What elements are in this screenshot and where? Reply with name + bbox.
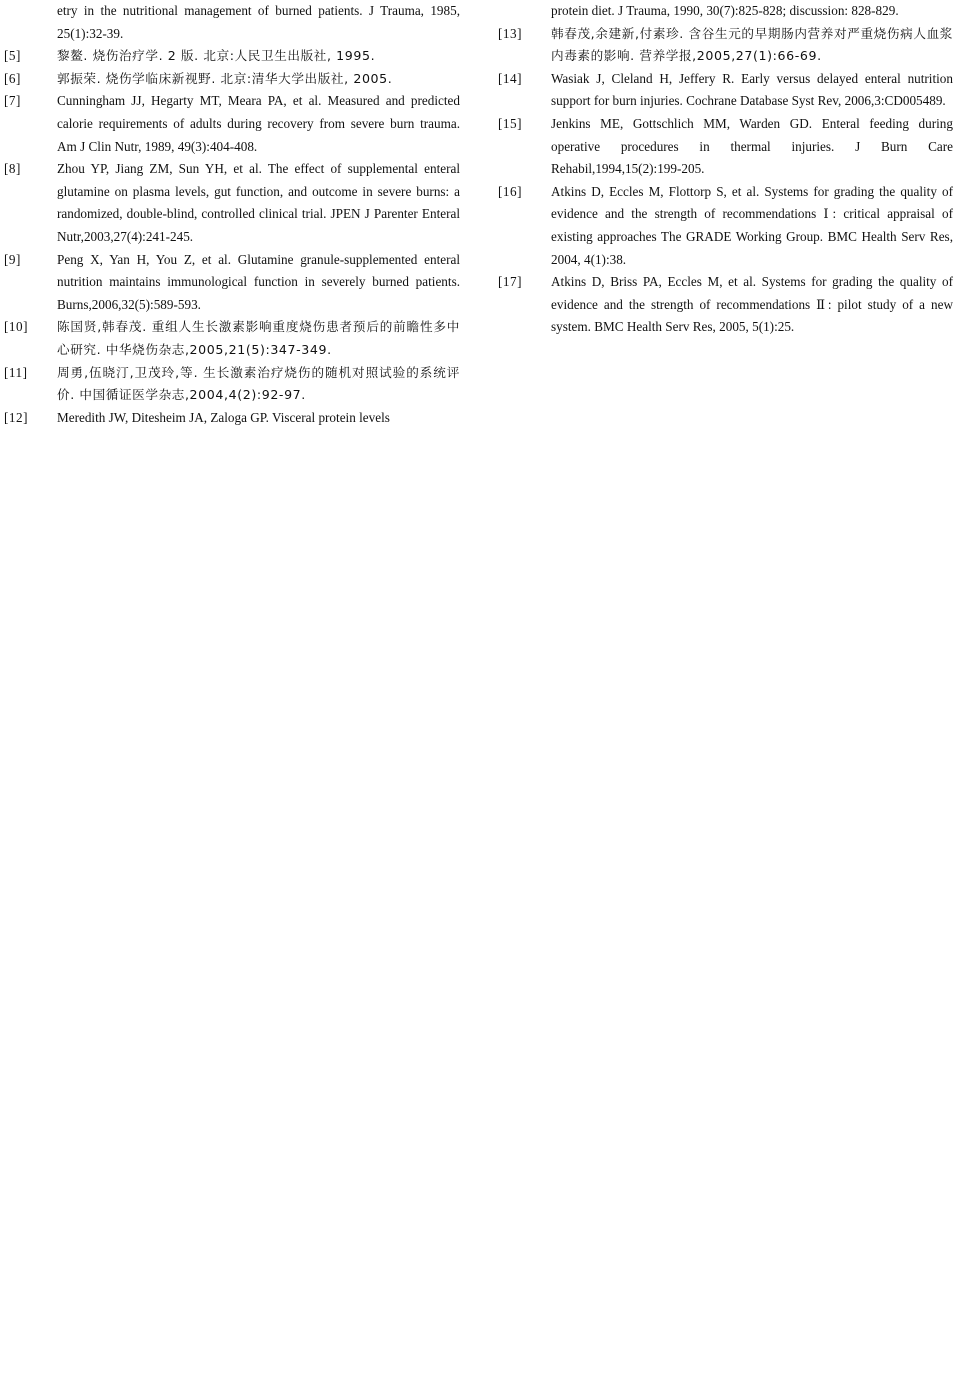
reference-text: 郭振荣. 烧伤学临床新视野. 北京:清华大学出版社, 2005. xyxy=(57,70,393,86)
reference-text: 黎鳌. 烧伤治疗学. 2 版. 北京:人民卫生出版社, 1995. xyxy=(57,48,376,64)
reference-text: Meredith JW, Ditesheim JA, Zaloga GP. Visceral protein levels xyxy=(57,409,390,425)
reference-item xyxy=(4,158,460,248)
reference-text: etry in the nutritional management of burned patients. J Trauma, 1985, 25(1):32-39. xyxy=(57,3,460,41)
reference-item xyxy=(498,181,953,271)
reference-item xyxy=(4,249,460,317)
reference-number: [8] xyxy=(4,161,21,177)
reference-item xyxy=(4,45,460,68)
reference-item xyxy=(4,68,460,91)
reference-number: [15] xyxy=(498,115,522,131)
reference-text: protein diet. J Trauma, 1990, 30(7):825-828; discussion: 828-829. xyxy=(551,3,899,18)
reference-continuation-left xyxy=(4,0,460,45)
reference-text: 陈国贤,韩春茂. 重组人生长激素影响重度烧伤患者预后的前瞻性多中心研究. 中华烧伤杂志,2005,21(5):347-349. xyxy=(57,319,460,357)
reference-number: [17] xyxy=(498,274,522,290)
reference-number: [7] xyxy=(4,93,21,109)
reference-text: Wasiak J, Cleland H, Jeffery R. Early versus delayed enteral nutrition support for burn injuries. Cochrane Database Syst Rev, 2006,3:CD005489. xyxy=(551,70,953,109)
reference-number: [10] xyxy=(4,319,28,335)
reference-text: Jenkins ME, Gottschlich MM, Warden GD. Enteral feeding during operative procedures in thermal injuries. J Burn Care Rehabil,1994,15(2):199-205. xyxy=(551,115,953,177)
reference-text: Atkins D, Briss PA, Eccles M, et al. Systems for grading the quality of evidence and the strength of recommendations Ⅱ: pilot study of a new system. BMC Health Serv Res, 2005, 5(1):25. xyxy=(551,274,953,335)
reference-column-left xyxy=(4,0,460,429)
reference-number: [14] xyxy=(498,70,522,86)
reference-continuation-right xyxy=(498,0,953,23)
reference-number: [12] xyxy=(4,409,28,425)
reference-item xyxy=(4,316,460,361)
reference-number: [5] xyxy=(4,48,21,64)
reference-number: [16] xyxy=(498,183,522,199)
reference-text: Zhou YP, Jiang ZM, Sun YH, et al. The effect of supplemental enteral glutamine on plasma levels, gut function, and outcome in severe burns: a randomized, double-blind, controlled clinical trial. JPEN J Parenter Enteral Nutr,2003,27(4):241-245. xyxy=(57,161,460,244)
reference-item xyxy=(498,68,953,113)
reference-number: [6] xyxy=(4,70,21,86)
reference-item xyxy=(4,90,460,158)
reference-item xyxy=(498,271,953,339)
reference-item xyxy=(498,113,953,181)
reference-list-right xyxy=(498,23,953,339)
reference-text: 周勇,伍晓汀,卫茂玲,等. 生长激素治疗烧伤的随机对照试验的系统评价. 中国循证医学杂志,2004,4(2):92-97. xyxy=(57,364,460,403)
reference-column-right xyxy=(498,0,953,339)
reference-text: Peng X, Yan H, You Z, et al. Glutamine granule-supplemented enteral nutrition maintains immunological function in severely burned patients. Burns,2006,32(5):589-593. xyxy=(57,251,460,312)
reference-item xyxy=(498,23,953,68)
reference-item xyxy=(4,362,460,407)
reference-number: [9] xyxy=(4,251,21,267)
reference-number: [11] xyxy=(4,364,28,380)
reference-number: [13] xyxy=(498,25,522,41)
reference-text: Cunningham JJ, Hegarty MT, Meara PA, et al. Measured and predicted calorie requirements of adults during recovery from severe burn trauma. Am J Clin Nutr, 1989, 49(3):404-408. xyxy=(57,93,460,154)
reference-item xyxy=(4,407,460,430)
reference-text: Atkins D, Eccles M, Flottorp S, et al. Systems for grading the quality of evidence and the strength of recommendations Ⅰ: critical appraisal of existing approaches The GRADE Working Group. BMC Health Serv Res, 2004, 4(1):38. xyxy=(551,183,953,267)
reference-text: 韩春茂,余建新,付素珍. 含谷生元的早期肠内营养对严重烧伤病人血浆内毒素的影响. 营养学报,2005,27(1):66-69. xyxy=(551,25,953,64)
reference-list-left xyxy=(4,45,460,429)
